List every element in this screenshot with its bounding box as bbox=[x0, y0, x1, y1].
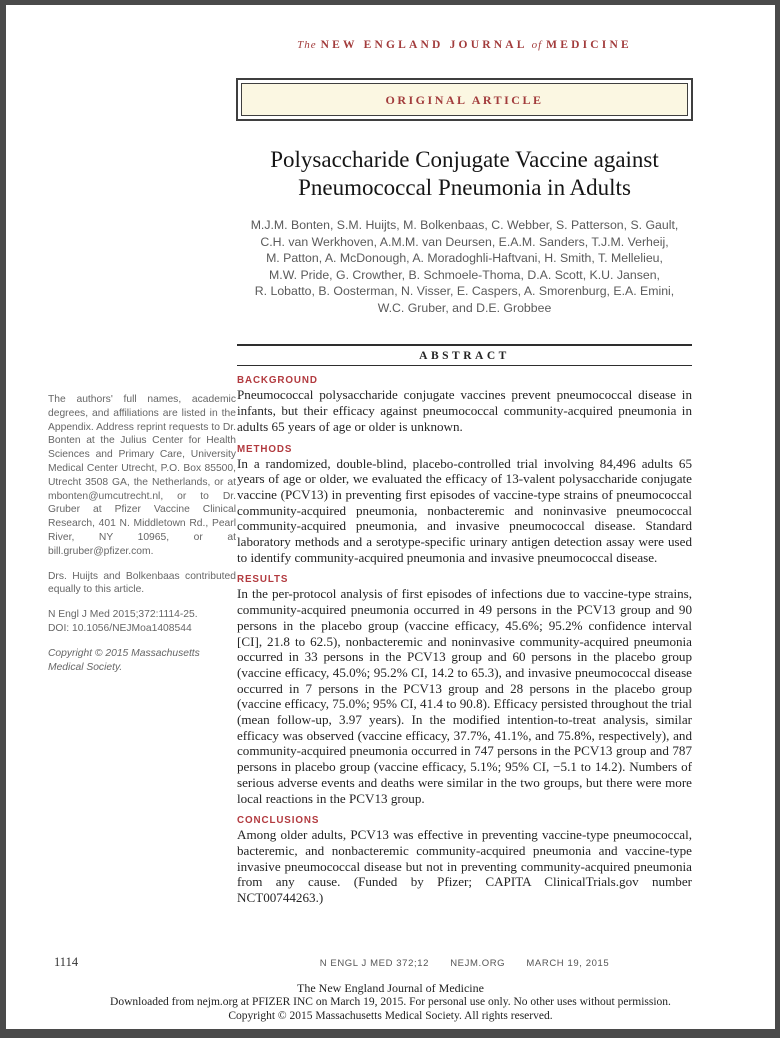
section-label: CONCLUSIONS bbox=[237, 815, 320, 827]
masthead-the: The bbox=[297, 39, 317, 51]
section-label: RESULTS bbox=[237, 574, 289, 586]
notice-copyright-line: Copyright © 2015 Massachusetts Medical Society. All rights reserved. bbox=[228, 1010, 553, 1022]
article-type-box bbox=[241, 83, 688, 116]
doi: DOI: 10.1056/NEJMoa1408544 bbox=[48, 622, 192, 634]
copyright-note: Copyright © 2015 Massachusetts Medical Society. bbox=[48, 647, 200, 673]
abstract-section-results bbox=[237, 574, 692, 806]
notice-journal-name: The New England Journal of Medicine bbox=[297, 981, 484, 995]
page-number: 1114 bbox=[54, 955, 79, 969]
article-title-line2: Pneumococcal Pneumonia in Adults bbox=[298, 175, 631, 200]
running-footer bbox=[237, 958, 692, 969]
section-text: In a randomized, double-blind, placebo-controlled trial involving 84,496 adults 65 years of age or older, we evaluated the efficacy of 13-valent polysaccharide conjugate vaccine (PCV13) in preventing first episodes of vaccine-type strains of pneumococcal community-acquired pneumonia, nonbacteremic and noninvasive pneumococcal community-acquired pneumonia, and invasive pneumococcal disease. Standard laboratory methods and a serotype-specific urinary antigen detection assay were used to identify community-acquired pneumonia and invasive pneumococcal disease. bbox=[237, 455, 692, 565]
author-line: C.H. van Werkhoven, A.M.M. van Deursen, E.A.M. Sanders, T.J.M. Verheij, bbox=[260, 234, 669, 249]
abstract-section-conclusions bbox=[237, 815, 692, 906]
main-article-column bbox=[237, 5, 692, 906]
section-text: In the per-protocol analysis of first episodes of infections due to vaccine-type strains, community-acquired pneumonia occurred in 49 persons in the PCV13 group and 90 persons in the placebo group (vaccine efficacy, 45.6%; 95.2% confidence interval [CI], 21.8 to 62.5), nonbacteremic and noninvasive community-acquired pneumonia occurred in 33 persons in the PCV13 group and 60 persons in the placebo group (vaccine efficacy, 45.0%; 95.2% CI, 14.2 to 65.3), and invasive pneumococcal disease occurred in 7 persons in the PCV13 group and 28 persons in the placebo group (vaccine efficacy, 75.0%; 95% CI, 41.4 to 90.8). Efficacy persisted throughout the trial (mean follow-up, 3.97 years). In the modified intention-to-treat analysis, similar efficacy was observed (vaccine efficacy, 37.7%, 41.1%, and 75.8%, respectively), and community-acquired pneumonia occurred in 747 persons in the PCV13 group and 787 persons in placebo group (vaccine efficacy, 5.1%; 95% CI, −5.1 to 14.2). Numbers of serious adverse events and deaths were similar in the two groups, but there were more local reactions in the PCV13 group. bbox=[237, 586, 692, 806]
section-text: Among older adults, PCV13 was effective in preventing vaccine-type pneumococcal, bacteremic, and nonbacteremic community-acquired pneumonia and vaccine-type invasive pneumococcal disease but not in preventing community-acquired pneumonia from any cause. (Funded by Pfizer; CAPITA ClinicalTrials.gov number NCT00744263.) bbox=[237, 827, 692, 906]
section-label: BACKGROUND bbox=[237, 375, 318, 387]
section-label: METHODS bbox=[237, 443, 293, 455]
notice-download-line: Downloaded from nejm.org at PFIZER INC on March 19, 2015. For personal use only. No other uses without permission. bbox=[110, 996, 671, 1008]
citation: N Engl J Med 2015;372:1114-25. bbox=[48, 609, 198, 621]
footer-date: MARCH 19, 2015 bbox=[526, 958, 610, 969]
article-type-label: ORIGINAL ARTICLE bbox=[385, 93, 544, 107]
correspondence-sidebar bbox=[48, 393, 236, 674]
author-line: M.J.M. Bonten, S.M. Huijts, M. Bolkenbaas, C. Webber, S. Patterson, S. Gault, bbox=[250, 218, 679, 233]
author-line: W.C. Gruber, and D.E. Grobbee bbox=[377, 300, 552, 315]
masthead-title-b: MEDICINE bbox=[546, 39, 632, 51]
author-line: M. Patton, A. McDonough, A. Moradoghli-Haftvani, H. Smith, T. Mellelieu, bbox=[266, 251, 663, 266]
article-title-line1: Polysaccharide Conjugate Vaccine against bbox=[270, 147, 659, 172]
author-list bbox=[237, 217, 692, 316]
contribution-note: Drs. Huijts and Bolkenbaas contributed equally to this article. bbox=[48, 570, 236, 596]
citation-block bbox=[48, 608, 236, 636]
article-title bbox=[237, 146, 692, 202]
abstract-heading: ABSTRACT bbox=[237, 344, 692, 366]
masthead-of: of bbox=[531, 39, 543, 51]
journal-masthead bbox=[237, 35, 692, 53]
author-line: R. Lobatto, B. Oosterman, N. Visser, E. Caspers, A. Smorenburg, E.A. Emini, bbox=[254, 284, 675, 299]
section-text: Pneumococcal polysaccharide conjugate vaccines prevent pneumococcal disease in infants, but their efficacy against pneumococcal community-acquired pneumonia in adults 65 years of age or older is unknown. bbox=[237, 387, 692, 434]
author-line: M.W. Pride, G. Crowther, B. Schmoele-Thoma, D.A. Scott, K.U. Jansen, bbox=[269, 267, 660, 282]
masthead-title-a: NEW ENGLAND JOURNAL bbox=[320, 39, 528, 51]
abstract-section-background bbox=[237, 375, 692, 434]
abstract-section-methods bbox=[237, 444, 692, 566]
affiliations-note: The authors' full names, academic degrees, and affiliations are listed in the Appendix. Address reprint requests to Dr. Bonten at the Julius Center for Health Sciences and Primary Care, University Medical Center Utrecht, P.O. Box 85500, Utrecht 3508 GA, the Netherlands, or at mbonten@umcutrecht.nl, or to Dr. Gruber at Pfizer Vaccine Clinical Research, 401 N. Middletown Rd., Pearl River, NY 10965, or at bill.gruber@pfizer.com. bbox=[48, 394, 236, 557]
download-notice bbox=[6, 981, 775, 1023]
footer-journal-ref: N ENGL J MED 372;12 bbox=[319, 958, 429, 969]
footer-site: NEJM.ORG bbox=[450, 958, 506, 969]
